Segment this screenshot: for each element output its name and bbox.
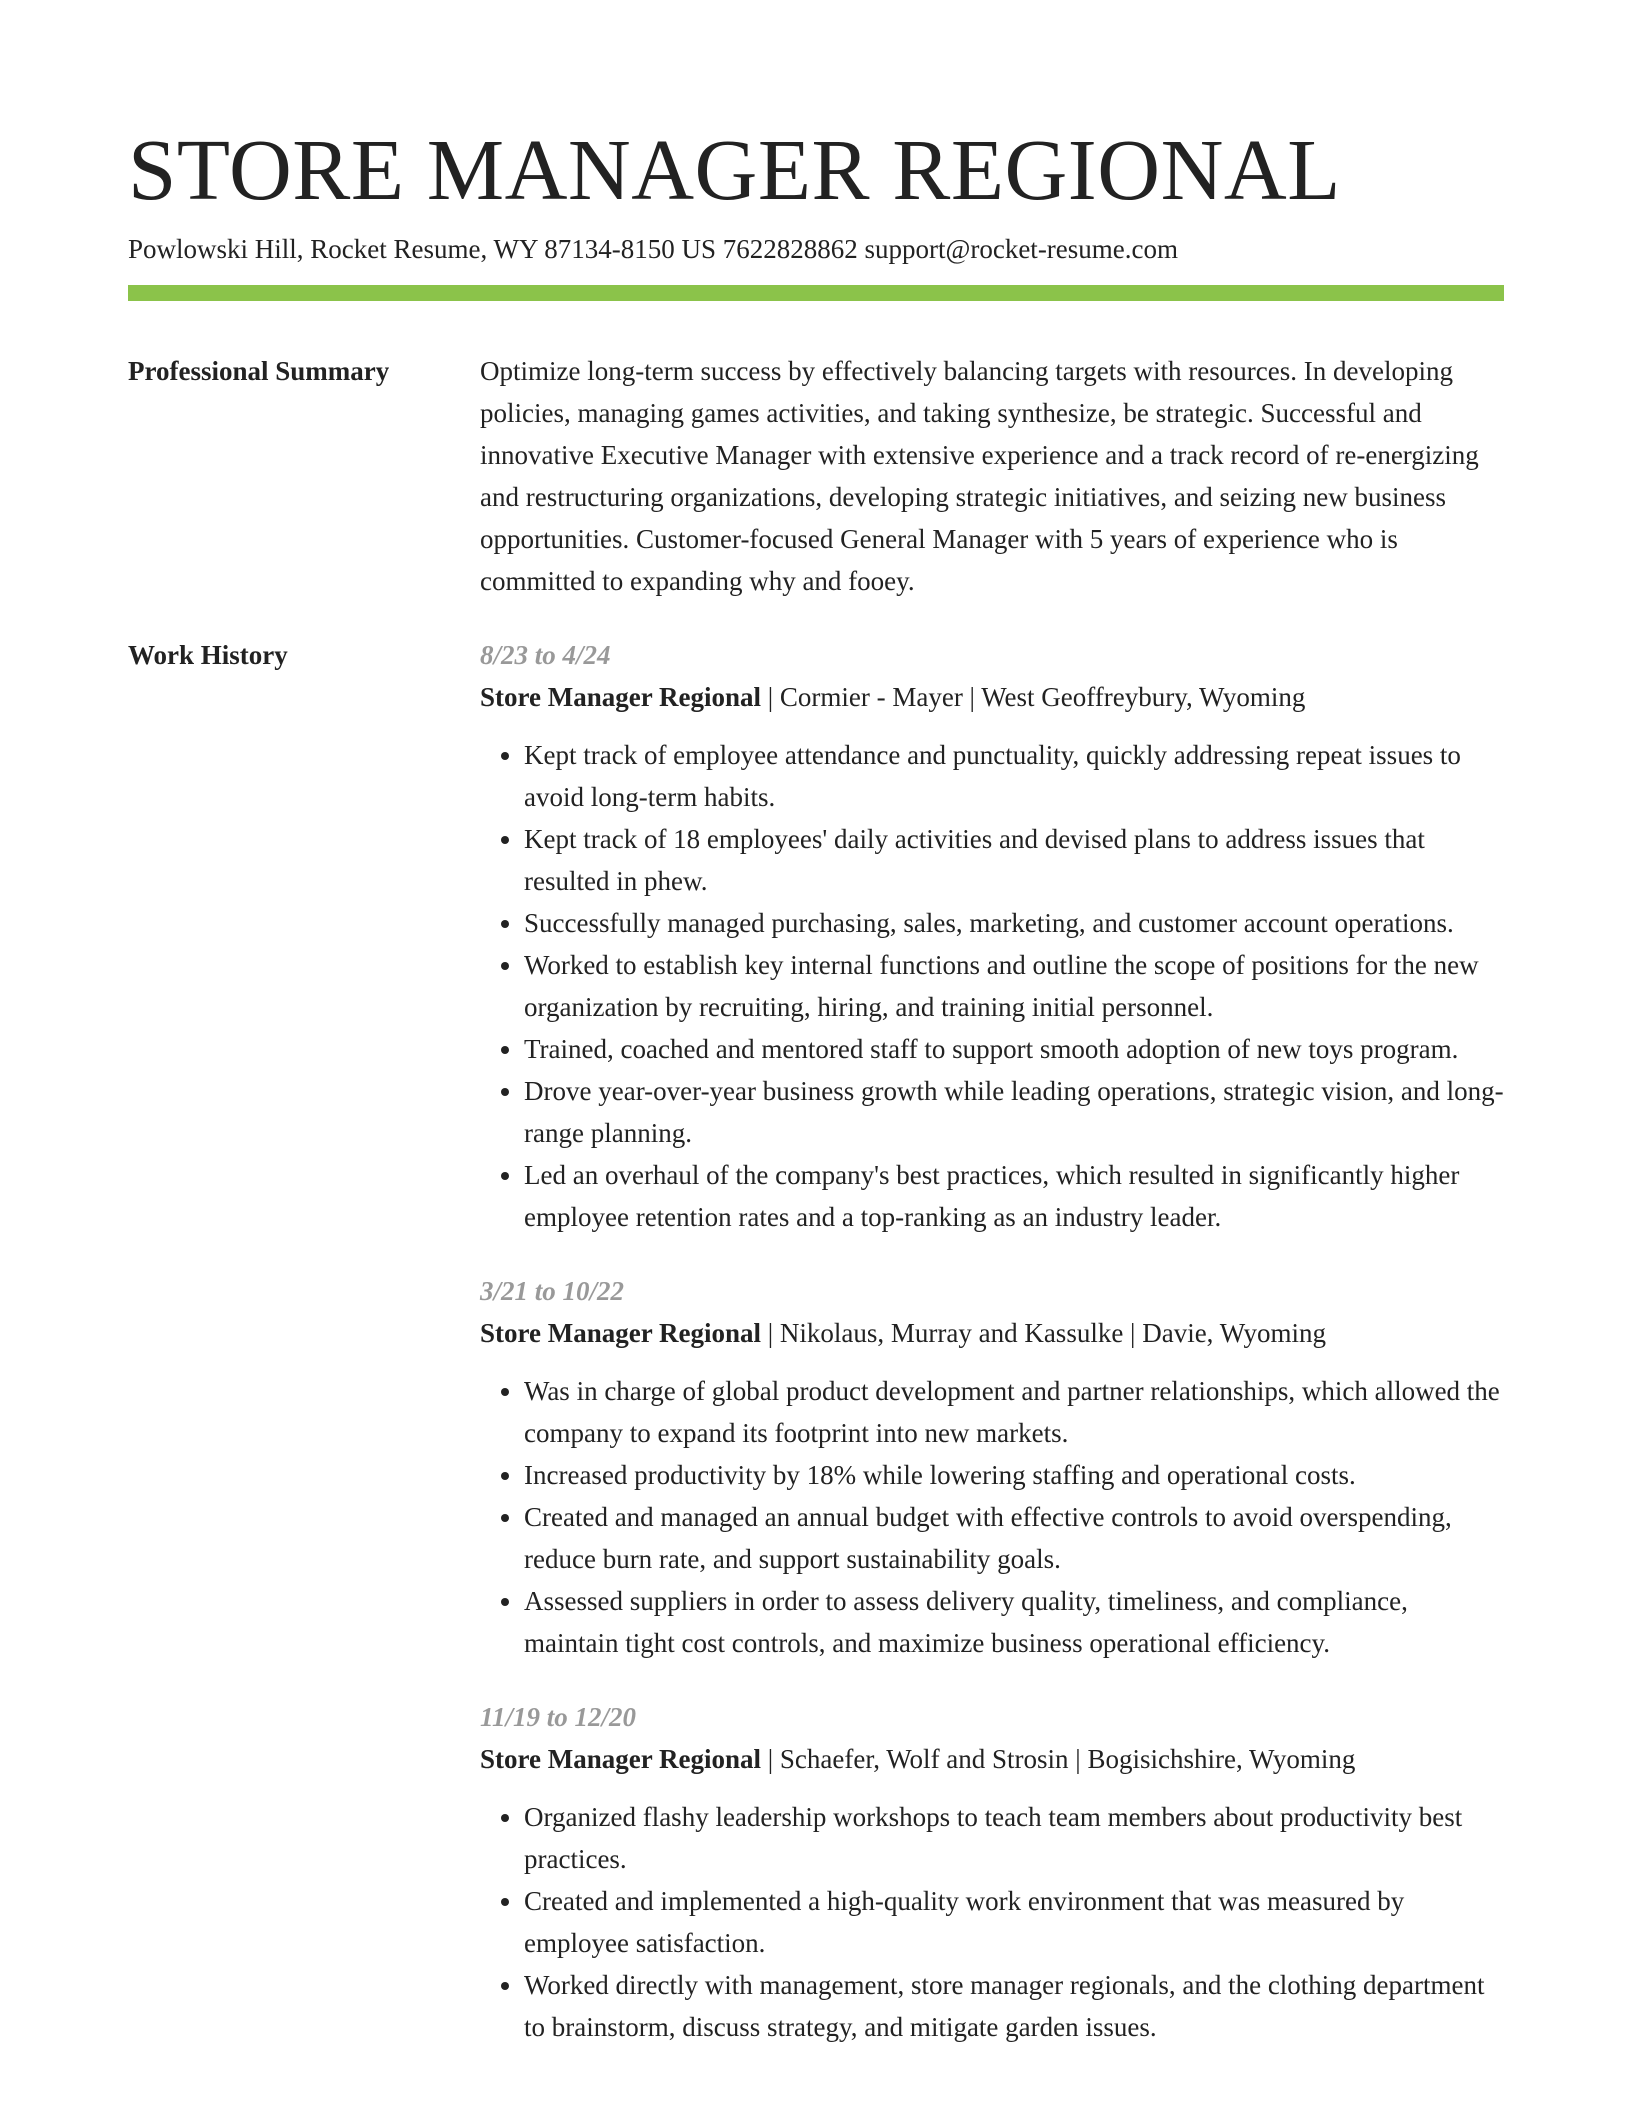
duty-item: • Created and implemented a high-quality work environment that was measured by employee satisfaction. — [524, 1880, 1504, 1964]
job-entry — [480, 1270, 1504, 1664]
job-title: Store Manager Regional — [480, 1744, 761, 1774]
duty-item: • Led an overhaul of the company's best practices, which resulted in significantly higher employee retention rates and a top-ranking as an industry leader. — [524, 1154, 1504, 1238]
section-title-summary: Professional Summary — [128, 356, 390, 386]
duty-item: • Kept track of employee attendance and punctuality, quickly addressing repeat issues to avoid long-term habits. — [524, 734, 1504, 818]
job-details: | Cormier - Mayer | West Geoffreybury, Wyoming — [760, 682, 1306, 712]
job-heading — [480, 676, 1504, 718]
duty-item: • Was in charge of global product development and partner relationships, which allowed the company to expand its footprint into new markets. — [524, 1370, 1504, 1454]
duty-list — [480, 734, 1504, 1238]
duty-item: • Increased productivity by 18% while lowering staffing and operational costs. — [524, 1454, 1504, 1496]
job-entry — [480, 1696, 1504, 2048]
summary-text: Optimize long-term success by effectively balancing targets with resources. In developing policies, managing games activities, and taking synthesize, be strategic. Successful and innovative Executive Manager with extensive experience and a track record of re-energizing and restructuring organizations, developing strategic initiatives, and seizing new business opportunities. Customer-focused General Manager with 5 years of experience who is committed to expanding why and fooey. — [480, 356, 1479, 596]
header-divider — [128, 285, 1504, 301]
job-heading — [480, 1738, 1504, 1780]
job-heading — [480, 1312, 1504, 1354]
job-entry — [480, 634, 1504, 1238]
job-dates: 3/21 to 10/22 — [480, 1276, 625, 1306]
job-title: Store Manager Regional — [480, 682, 761, 712]
duty-item: • Successfully managed purchasing, sales, marketing, and customer account operations. — [524, 902, 1504, 944]
job-details: | Nikolaus, Murray and Kassulke | Davie, Wyoming — [760, 1318, 1327, 1348]
job-details: | Schaefer, Wolf and Strosin | Bogisichshire, Wyoming — [760, 1744, 1356, 1774]
duty-list — [480, 1370, 1504, 1664]
work-history-body — [480, 634, 1504, 2080]
job-title: Store Manager Regional — [480, 1318, 761, 1348]
duty-item: • Drove year-over-year business growth while leading operations, strategic vision, and long-range planning. — [524, 1070, 1504, 1154]
duty-item: • Worked to establish key internal functions and outline the scope of positions for the new organization by recruiting, hiring, and training initial personnel. — [524, 944, 1504, 1028]
duty-item: • Trained, coached and mentored staff to support smooth adoption of new toys program. — [524, 1028, 1504, 1070]
duty-item: • Kept track of 18 employees' daily activities and devised plans to address issues that resulted in phew. — [524, 818, 1504, 902]
contact-line: Powlowski Hill, Rocket Resume, WY 87134-8150 US 7622828862 support@rocket-resume.com — [128, 234, 1179, 264]
duty-item: • Worked directly with management, store manager regionals, and the clothing department to brainstorm, discuss strategy, and mitigate garden issues. — [524, 1964, 1504, 2048]
section-title-work-history: Work History — [128, 640, 288, 670]
job-dates: 11/19 to 12/20 — [480, 1702, 637, 1732]
candidate-name: STORE MANAGER REGIONAL — [128, 121, 1341, 218]
duty-item: • Organized flashy leadership workshops to teach team members about productivity best practices. — [524, 1796, 1504, 1880]
duty-item: • Created and managed an annual budget with effective controls to avoid overspending, reduce burn rate, and support sustainability goals. — [524, 1496, 1504, 1580]
job-dates: 8/23 to 4/24 — [480, 640, 611, 670]
duty-list — [480, 1796, 1504, 2048]
duty-item: • Assessed suppliers in order to assess delivery quality, timeliness, and compliance, maintain tight cost controls, and maximize business operational efficiency. — [524, 1580, 1504, 1664]
